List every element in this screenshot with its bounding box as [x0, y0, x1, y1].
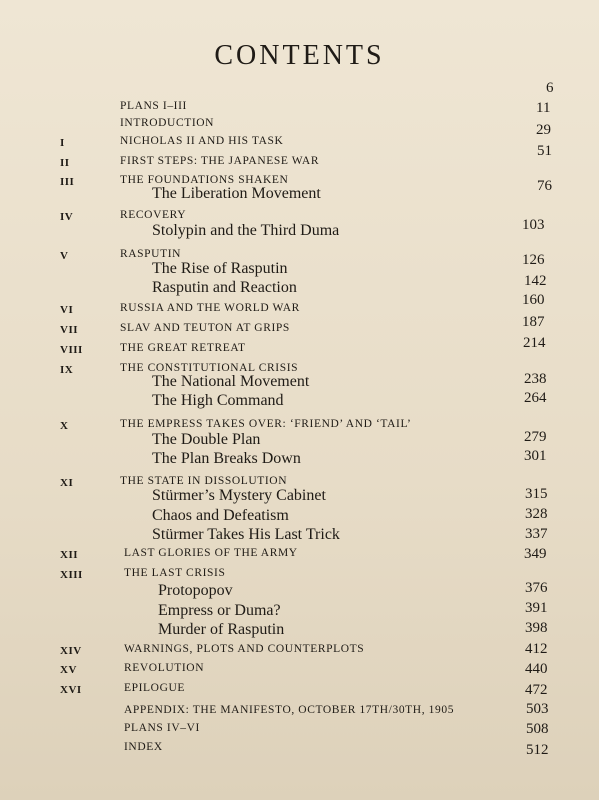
chapter-number: VIII [60, 344, 83, 356]
toc-entry: PLANS IV–VI [124, 722, 200, 734]
page-number: 142 [524, 273, 547, 289]
toc-subentry: The High Command [152, 392, 284, 409]
chapter-number: II [60, 157, 70, 169]
toc-entry: RECOVERY [120, 209, 187, 221]
page-number: 508 [526, 721, 549, 737]
toc-subentry: Stürmer Takes His Last Trick [152, 526, 340, 543]
toc-entry: PLANS I–III [120, 100, 187, 112]
toc-subentry: Rasputin and Reaction [152, 279, 297, 296]
toc-entry: SLAV AND TEUTON AT GRIPS [120, 322, 290, 334]
chapter-number: I [60, 137, 65, 149]
chapter-number: XI [60, 477, 74, 489]
page-number: 440 [525, 661, 548, 677]
toc-entry: THE LAST CRISIS [124, 567, 226, 579]
toc-subentry: The Double Plan [152, 431, 261, 448]
page-number: 264 [524, 390, 547, 406]
chapter-number: IV [60, 211, 74, 223]
page-number: 6 [546, 80, 554, 96]
chapter-number: V [60, 250, 69, 262]
page-number: 376 [525, 580, 548, 596]
toc-subentry: The Liberation Movement [152, 185, 321, 202]
page-number: 337 [525, 526, 548, 542]
page-number: 512 [526, 742, 549, 758]
toc-subentry: The Rise of Rasputin [152, 260, 288, 277]
page-number: 279 [524, 429, 547, 445]
toc-entry: REVOLUTION [124, 662, 205, 674]
toc-subentry: Chaos and Defeatism [152, 507, 289, 524]
chapter-number: III [60, 176, 75, 188]
toc-entry: FIRST STEPS: THE JAPANESE WAR [120, 155, 320, 167]
page-number: 391 [525, 600, 548, 616]
toc-entry: THE STATE IN DISSOLUTION [120, 475, 288, 487]
chapter-number: X [60, 420, 69, 432]
toc-entry: THE CONSTITUTIONAL CRISIS [120, 362, 299, 374]
chapter-number: XIII [60, 569, 83, 581]
page-number: 412 [525, 641, 548, 657]
toc-entry: RASPUTIN [120, 248, 182, 260]
toc-entry: INTRODUCTION [120, 117, 215, 129]
page-number: 160 [522, 292, 545, 308]
toc-entry: APPENDIX: THE MANIFESTO, OCTOBER 17TH/30TH, 1905 [124, 704, 455, 716]
page-number: 472 [525, 682, 548, 698]
chapter-number: VI [60, 304, 74, 316]
page-number: 315 [525, 486, 548, 502]
toc-entry: THE EMPRESS TAKES OVER: ‘FRIEND’ AND ‘TAIL’ [120, 418, 412, 430]
page-number: 126 [522, 252, 545, 268]
page-number: 103 [522, 217, 545, 233]
toc-subentry: The Plan Breaks Down [152, 450, 301, 467]
toc-entry: WARNINGS, PLOTS AND COUNTERPLOTS [124, 643, 365, 655]
toc-entry: INDEX [124, 741, 163, 753]
toc-entry: THE GREAT RETREAT [120, 342, 246, 354]
page-number: 398 [525, 620, 548, 636]
chapter-number: IX [60, 364, 74, 376]
toc-entry: RUSSIA AND THE WORLD WAR [120, 302, 300, 314]
page-number: 503 [526, 701, 549, 717]
toc-subentry: Protopopov [158, 582, 233, 599]
page-number: 51 [537, 143, 552, 159]
page-number: 29 [536, 122, 551, 138]
toc-entry: THE FOUNDATIONS SHAKEN [120, 174, 289, 186]
toc-subentry: Murder of Rasputin [158, 621, 285, 638]
chapter-number: XIV [60, 645, 82, 657]
page-title: CONTENTS [214, 40, 385, 71]
page-number: 214 [523, 335, 546, 351]
page-number: 238 [524, 371, 547, 387]
page-number: 187 [522, 314, 545, 330]
toc-subentry: Stolypin and the Third Duma [152, 222, 340, 239]
chapter-number: XVI [60, 684, 82, 696]
page-number: 11 [536, 100, 551, 116]
toc-subentry: Empress or Duma? [158, 602, 281, 619]
toc-entry: LAST GLORIES OF THE ARMY [124, 547, 298, 559]
toc-subentry: The National Movement [152, 373, 310, 390]
chapter-number: VII [60, 324, 79, 336]
toc-subentry: Stürmer’s Mystery Cabinet [152, 487, 326, 504]
chapter-number: XII [60, 549, 79, 561]
toc-entry: EPILOGUE [124, 682, 186, 694]
toc-entry: NICHOLAS II AND HIS TASK [120, 135, 284, 147]
page-number: 301 [524, 448, 547, 464]
page-number: 328 [525, 506, 548, 522]
page-number: 349 [524, 546, 547, 562]
chapter-number: XV [60, 664, 77, 676]
page-number: 76 [537, 178, 552, 194]
